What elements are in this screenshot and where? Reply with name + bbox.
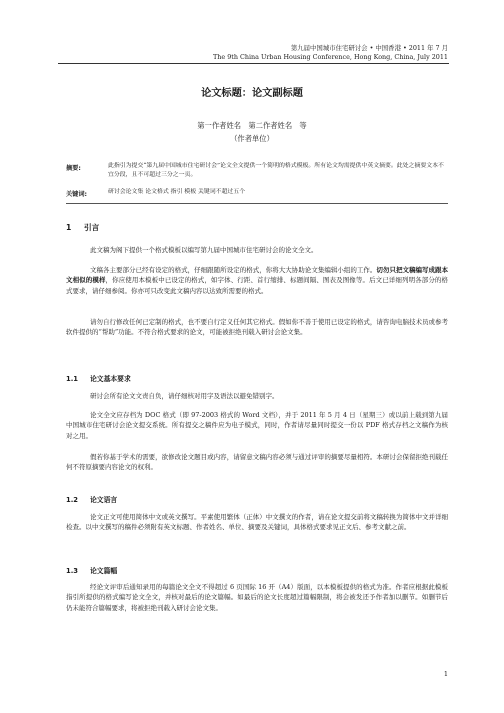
abstract-rule	[66, 203, 448, 204]
section-heading-1	[66, 222, 99, 233]
paragraph: 经论文评审后通知录用的每篇论文全文不得超过 6 页国际 16 开（A4）版面，以本模板提供的格式为准。作者应根据此模板指引所提供的格式编写论文全文，并核对最后的论文篇幅。如最后的论文长度超过篇幅限制，将会被发还予作者加以删节。如删节后仍未能符合篇幅要求，将被拒绝刊载入研讨会论文集。	[66, 583, 448, 612]
paragraph-text: ，你应使用本模板中已设定的格式，如字体、行距、首行缩排、标题间隔、图表及图像等。后文已详细列明各部分的格式要求，请仔细参阅。你亦可只改变此文稿内容以达致所需要的格式。	[66, 276, 449, 295]
header-rule	[58, 63, 449, 64]
page-number: 1	[443, 670, 448, 678]
header-chinese: 第九届中国城市住宅研讨会 • 中国香港 • 2011 年 7 月	[290, 44, 448, 52]
paragraph-text: 文稿各主要部分已经有设定的格式，仔细跟随所设定的格式，你将大大协助论文集编辑小组的工作。	[90, 266, 377, 274]
paragraph: 论文正文可使用简体中文或英文撰写。平素使用繁体（正体）中文撰文的作者，请在论文提交前将文稿转换为简体中文并详细检查。以中文撰写的稿件必须附有英文标题、作者姓名、单位、摘要及关键词，具体格式要求见正文后、参考文献之前。	[66, 513, 448, 532]
section-title: 引言	[84, 223, 100, 232]
paragraph: 论文全文应存档为 DOC 格式（即 97-2003 格式的 Word 文档），并于 2011 年 5 月 4 日（星期三）或以前上载到第九届中国城市住宅研讨会论文提交系统。所有提交之稿件应为电子模式，同时，作者请尽量同时提交一份以 PDF 格式存档之文稿作为核对之用。	[66, 411, 448, 440]
section-heading-1-3	[66, 565, 117, 575]
section-heading-1-1	[66, 373, 131, 383]
paragraph: 假若你基于学术的需要，欲修改论文题目或内容，请留意文稿内容必须与通过评审的摘要尽量相符。本研讨会保留拒绝刊载任何不符原摘要内容论文的权利。	[66, 453, 448, 472]
section-heading-1-2	[66, 494, 117, 504]
section-title: 论文基本要求	[90, 375, 131, 383]
keywords-text: 研讨会论文集 论文格式 指引 模板 关键词不超过五个	[108, 189, 246, 195]
abstract-text: 此指引为提交“第九届中国城市住宅研讨会”论文全文提供一个简明的格式模板。所有论文均需提供中英文摘要。此处之摘要文本不宜分段，且不可超过三分之一页。	[108, 163, 444, 179]
abstract-label: 摘要:	[66, 165, 81, 172]
section-title: 论文语言	[90, 496, 118, 504]
header-english: The 9th China Urban Housing Conference, Hong Kong, China, July 2011	[213, 52, 448, 61]
paragraph	[66, 265, 448, 296]
section-number: 1.1	[66, 375, 79, 383]
section-number: 1	[66, 223, 72, 232]
author-affiliation: （作者单位）	[230, 134, 274, 143]
section-title: 论文篇幅	[90, 567, 118, 575]
author-names: 第一作者姓名 第二作者姓名 等	[197, 121, 307, 130]
section-number: 1.3	[66, 567, 79, 575]
paragraph: 此文稿为阁下提供一个格式模板以编写第九届中国城市住宅研讨会的论文全文。	[90, 246, 318, 254]
section-number: 1.2	[66, 496, 79, 504]
bold-emphasis: 切勿只把文稿编写成跟本文相似的模样	[66, 266, 449, 285]
keywords-label: 关键词:	[66, 191, 88, 198]
running-header	[213, 44, 448, 61]
paper-title: 论文标题：论文副标题	[201, 88, 303, 99]
paragraph: 请勿自行修改任何已定制的格式，也不要自行定义任何其它格式。假如你不善于使用已设定的格式，请咨询电脑技术员或参考软件提供的“帮助”功能。不符合格式要求的论文，可能被拒绝刊载入研讨会论文集。	[66, 318, 448, 337]
paragraph: 研讨会所有论文文责自负，请仔细核对用字及语法以避免错别字。	[90, 392, 279, 400]
